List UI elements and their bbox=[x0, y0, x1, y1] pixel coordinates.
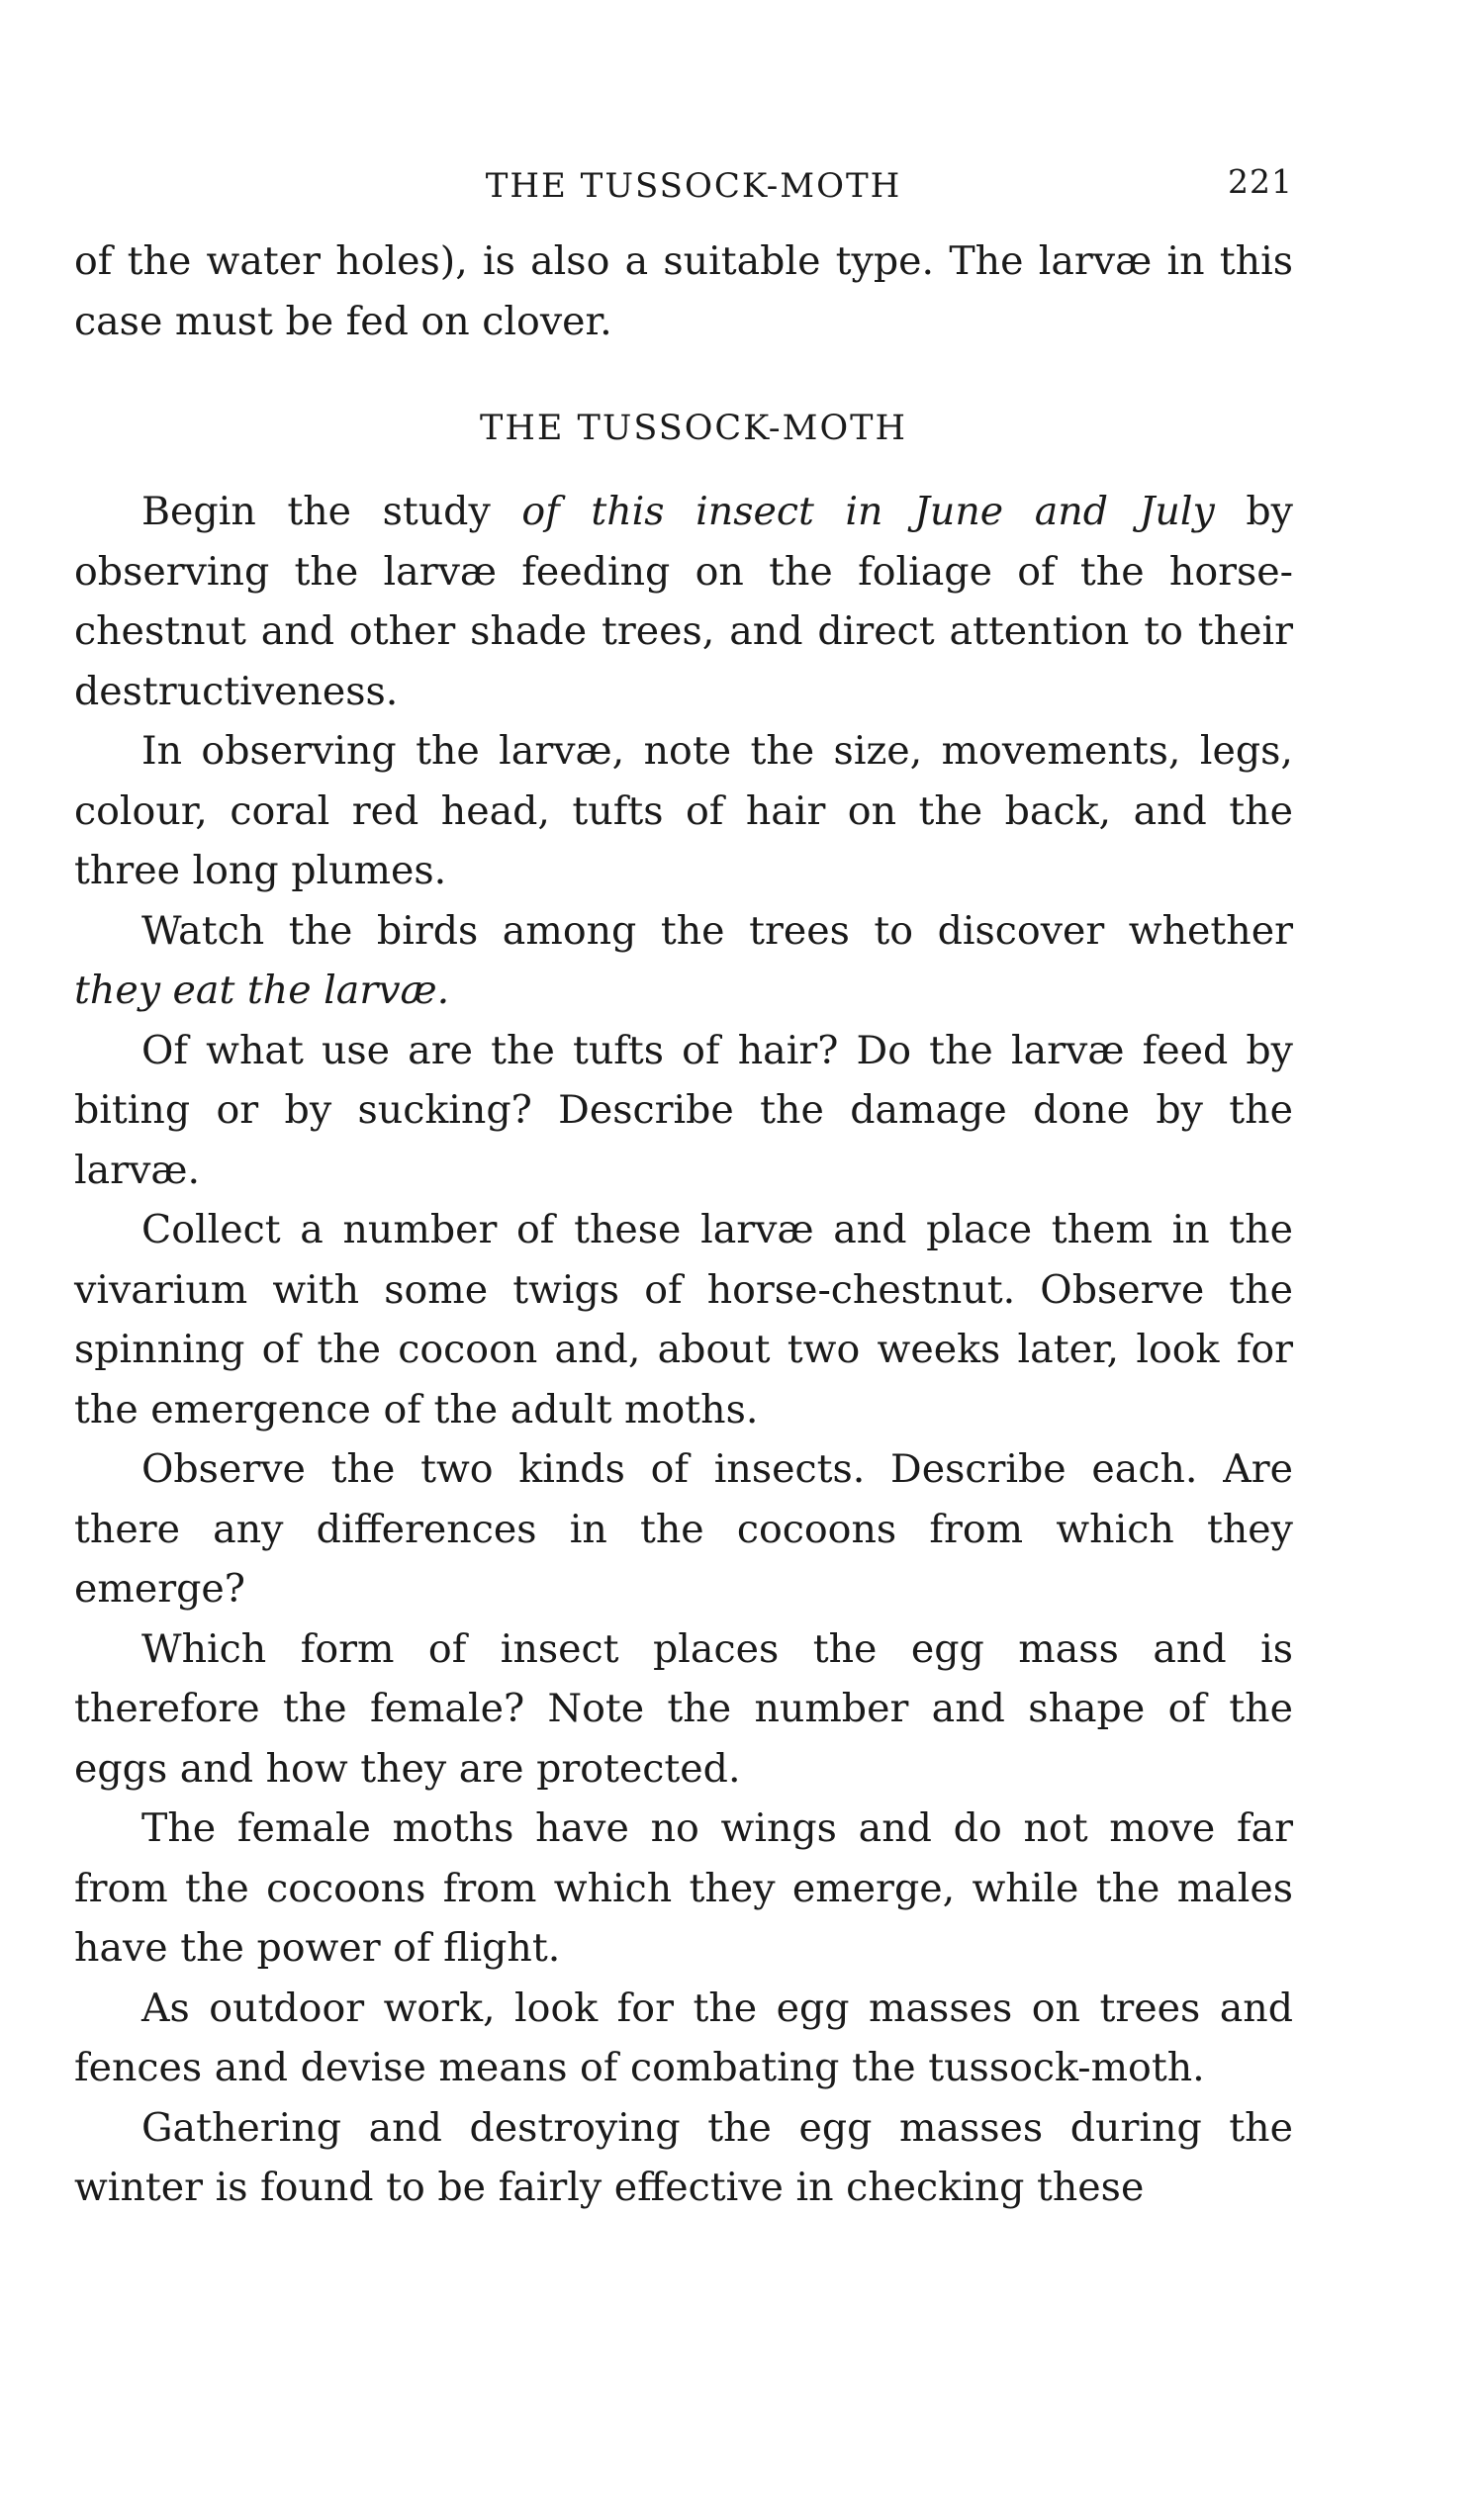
running-title: THE TUSSOCK-MOTH bbox=[485, 166, 902, 206]
paragraph-6-lead: Observe the two kinds of insects. Describe each. Are there any differences in the cocoons from which they emerge? bbox=[74, 1446, 1293, 1612]
paragraph-3 bbox=[74, 901, 1293, 1021]
paragraph-7 bbox=[74, 1619, 1293, 1800]
paragraph-5 bbox=[74, 1200, 1293, 1439]
paragraph-3-lead: Watch the birds among the trees to discover whether bbox=[141, 907, 1293, 954]
page-number: 221 bbox=[1228, 162, 1293, 201]
paragraph-9-lead: As outdoor work, look for the egg masses on trees and fences and devise means of combating the tussock-moth. bbox=[74, 1985, 1293, 2090]
paragraph-2-lead: In observing the larvæ, note the size, movements, legs, colour, coral red head, tufts of hair on the back, and the three long plumes. bbox=[74, 728, 1293, 893]
section-heading: THE TUSSOCK-MOTH bbox=[479, 409, 908, 448]
book-page bbox=[74, 148, 1293, 2218]
paragraph-6 bbox=[74, 1439, 1293, 1619]
paragraph-1 bbox=[74, 482, 1293, 721]
paragraph-2 bbox=[74, 721, 1293, 901]
paragraph-1-rest: by observing the larvæ feeding on the foliage of the horse-chestnut and other shade trees, and direct attention to their destructiveness. bbox=[74, 489, 1293, 714]
paragraph-1-italic: of this insect in June and July bbox=[521, 489, 1215, 534]
paragraph-8 bbox=[74, 1799, 1293, 1979]
paragraph-4 bbox=[74, 1021, 1293, 1201]
paragraph-8-lead: The female moths have no wings and do not move far from the cocoons from which they emerge, while the males have the power of flight. bbox=[74, 1805, 1293, 1971]
paragraph-5-lead: Collect a number of these larvæ and place them in the vivarium with some twigs of horse-chestnut. Observe the spinning of the cocoon and, about two weeks later, look for the emergence of the adult moths. bbox=[74, 1207, 1293, 1432]
carryover-paragraph: of the water holes), is also a suitable type. The larvæ in this case must be fed on clover. bbox=[74, 238, 1293, 344]
paragraph-10 bbox=[74, 2098, 1293, 2218]
paragraph-1-lead: Begin the study bbox=[141, 489, 522, 534]
running-head bbox=[74, 148, 1293, 208]
paragraph-10-lead: Gathering and destroying the egg masses during the winter is found to be fairly effective in checking these bbox=[74, 2104, 1293, 2210]
paragraph-7-lead: Which form of insect places the egg mass and is therefore the female? Note the number and shape of the eggs and how they are protected. bbox=[74, 1625, 1293, 1792]
body-text bbox=[74, 231, 1293, 2218]
paragraph-9 bbox=[74, 1979, 1293, 2098]
paragraph-4-lead: Of what use are the tufts of hair? Do the larvæ feed by biting or by sucking? Describe the damage done by the larvæ. bbox=[74, 1027, 1293, 1193]
paragraph-3-italic: they eat the larvæ. bbox=[74, 968, 450, 1013]
